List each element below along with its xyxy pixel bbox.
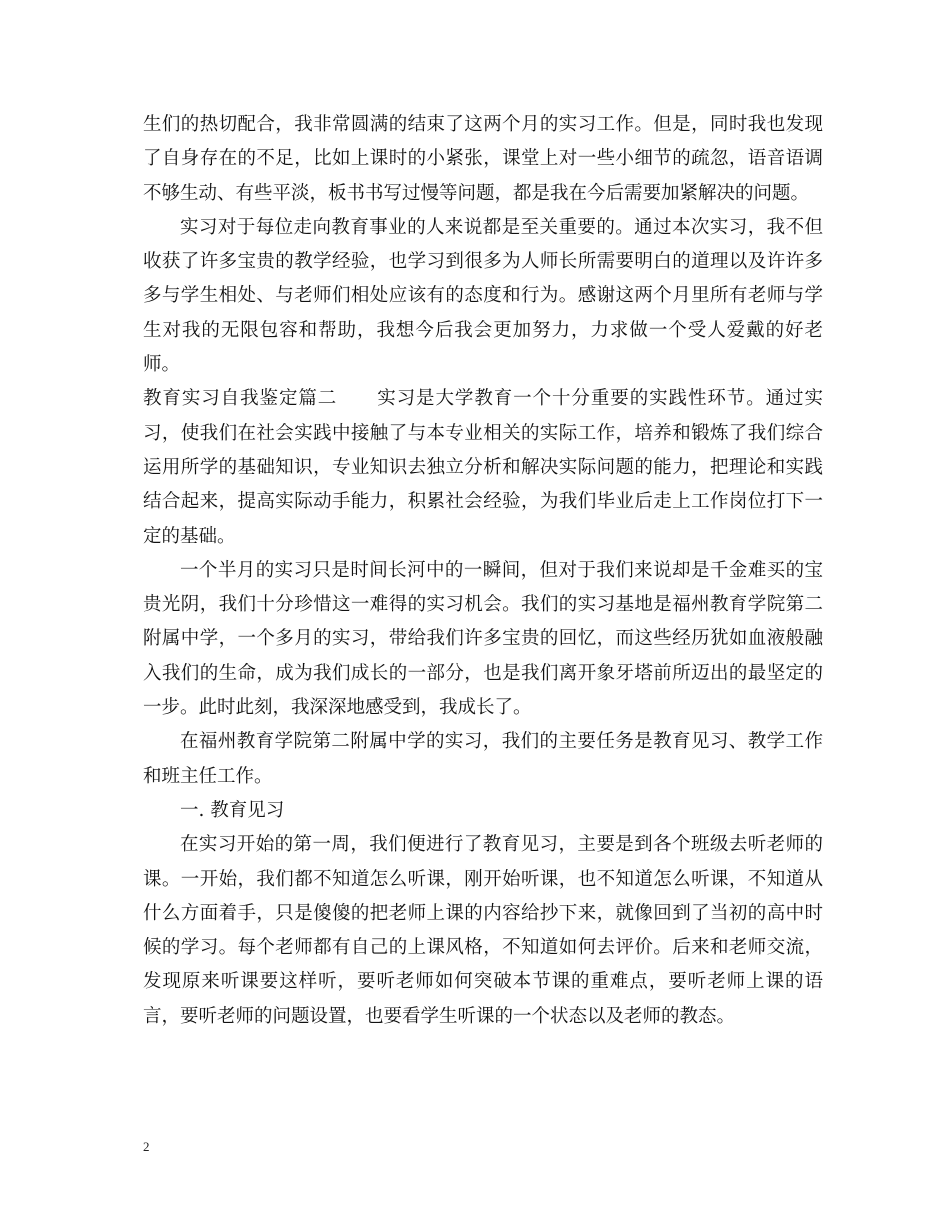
subsection-heading: 一. 教育见习 xyxy=(180,799,285,821)
paragraph: 一个半月的实习只是时间长河中的一瞬间，但对于我们来说却是千金难买的宝贵光阴，我们十分珍惜这一难得的实习机会。我们的实习基地是福州教育学院第二附属中学，一个多月的实习，带给我们许多宝贵的回忆，而这些经历犹如血液般融入我们的生命，成为我们成长的一部分，也是我们离开象牙塔前所迈出的最坚定的一步。此时此刻，我深深地感受到，我成长了。 xyxy=(143,559,823,719)
paragraph: 在福州教育学院第二附属中学的实习，我们的主要任务是教育见习、教学工作和班主任工作。 xyxy=(143,731,823,787)
page-number: 2 xyxy=(143,1139,150,1154)
paragraph: 生们的热切配合，我非常圆满的结束了这两个月的实习工作。但是，同时我也发现了自身存在的不足，比如上课时的小紧张，课堂上对一些小细节的疏忽，语音语调不够生动、有些平淡，板书书写过慢等问题，都是我在今后需要加紧解决的问题。 xyxy=(143,114,823,204)
document-body xyxy=(143,108,823,1034)
section-paragraph xyxy=(143,382,823,553)
section-title: 教育实习自我鉴定篇二 xyxy=(143,388,338,410)
paragraph: 实习对于每位走向教育事业的人来说都是至关重要的。通过本次实习，我不但收获了许多宝贵的教学经验，也学习到很多为人师长所需要明白的道理以及许许多多与学生相处、与老师们相处应该有的态度和行为。感谢这两个月里所有老师与学生对我的无限包容和帮助，我想今后我会更加努力，力求做一个受人爱戴的好老师。 xyxy=(143,216,823,376)
section-intro: 实习是大学教育一个十分重要的实践性环节。通过实习，使我们在社会实践中接触了与本专业相关的实际工作，培养和锻炼了我们综合运用所学的基础知识，专业知识去独立分析和解决实际问题的能力，把理论和实践结合起来，提高实际动手能力，积累社会经验，为我们毕业后走上工作岗位打下一定的基础。 xyxy=(143,388,823,547)
paragraph: 在实习开始的第一周，我们便进行了教育见习，主要是到各个班级去听老师的课。一开始，我们都不知道怎么听课，刚开始听课，也不知道怎么听课，不知道从什么方面着手，只是傻傻的把老师上课的内容给抄下来，就像回到了当初的高中时候的学习。每个老师都有自己的上课风格，不知道如何去评价。后来和老师交流，发现原来听课要这样听，要听老师如何突破本节课的重难点，要听老师上课的语言，要听老师的问题设置，也要看学生听课的一个状态以及老师的教态。 xyxy=(143,834,823,1027)
